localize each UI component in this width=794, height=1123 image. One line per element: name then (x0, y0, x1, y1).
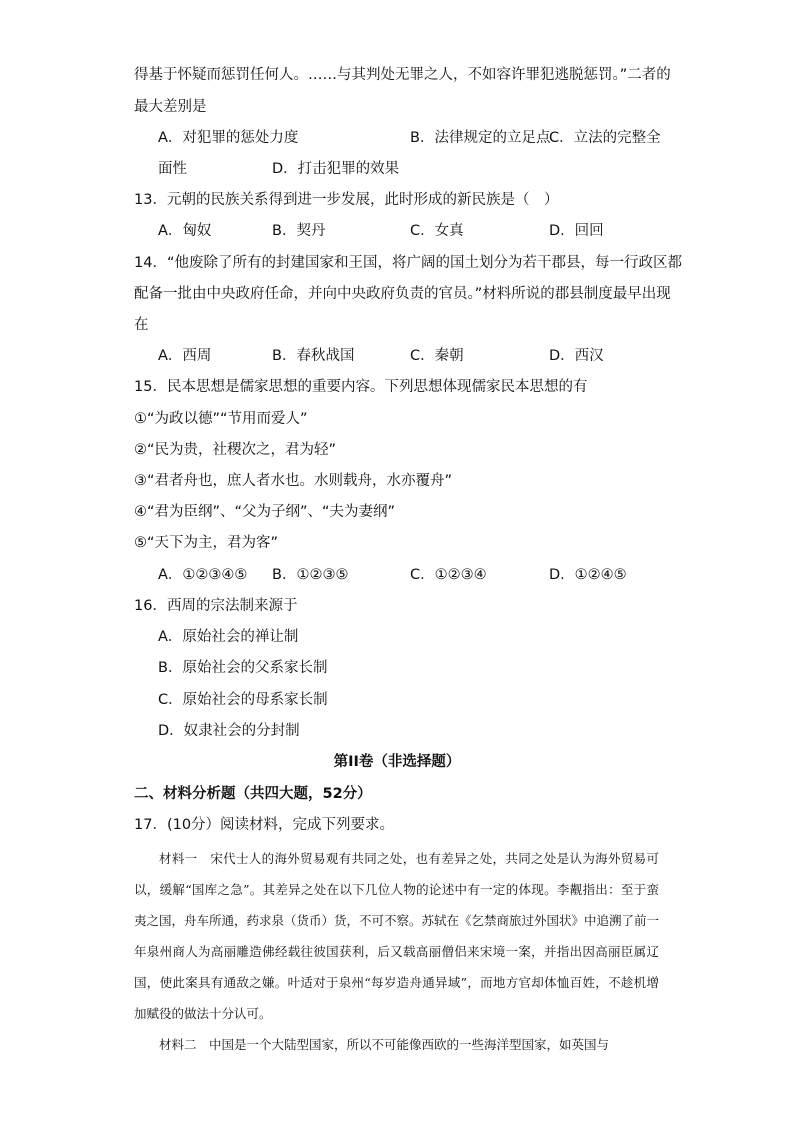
q17-materials (134, 843, 659, 1060)
q14-option-b[interactable]: B．春秋战国 (272, 348, 355, 364)
q12-stem-line-1: 得基于怀疑而惩罚任何人。……与其判处无罪之人，不如容许罪犯逃脱惩罚。”二者的 (134, 67, 671, 83)
q15-statement-3: ③“君者舟也，庶人者水也。水则载舟，水亦覆舟” (134, 473, 453, 489)
q13-option-c[interactable]: C．女真 (410, 223, 464, 239)
q15-statement-1: ①“为政以德”“节用而爱人” (134, 411, 308, 427)
q14-stem-line-1: 14．“他废除了所有的封建国家和王国，将广阔的国土划分为若干郡县，每一行政区都 (134, 255, 682, 271)
q15-statement-5: ⑤“天下为主，君为客” (134, 535, 279, 551)
q17-stem: 17．(10分）阅读材料，完成下列要求。 (134, 817, 395, 833)
q14-stem-line-3: 在 (134, 317, 149, 333)
q15-statement-4: ④“君为臣纲”、“父为子纲”、“夫为妻纲” (134, 504, 396, 520)
q16-option-c[interactable]: C．原始社会的母系家长制 (158, 692, 328, 708)
q13-option-a[interactable]: A．匈奴 (158, 223, 212, 239)
q14-option-d[interactable]: D．西汉 (549, 348, 604, 364)
q15-option-a[interactable]: A．①②③④⑤ (158, 567, 248, 583)
q12-stem-line-2: 最大差别是 (134, 99, 207, 115)
section-title: 第II卷（非选择题） (333, 754, 461, 770)
q13-option-d[interactable]: D．回回 (549, 223, 604, 239)
q15-option-c[interactable]: C．①②③④ (410, 567, 487, 583)
q14-option-c[interactable]: C．秦朝 (410, 348, 464, 364)
q13-option-b[interactable]: B．契丹 (272, 223, 326, 239)
q15-option-d[interactable]: D．①②④⑤ (549, 567, 627, 583)
q16-option-d[interactable]: D．奴隶社会的分封制 (158, 723, 300, 739)
q12-option-d[interactable]: D．打击犯罪的效果 (272, 161, 400, 177)
q14-stem-line-2: 配备一批由中央政府任命，并向中央政府负责的官员。”材料所说的郡县制度最早出现 (134, 286, 671, 302)
q15-statement-2: ②“民为贵，社稷次之，君为轻” (134, 442, 337, 458)
part-heading: 二、材料分析题（共四大题，52分） (134, 786, 372, 802)
q14-option-a[interactable]: A．西周 (158, 348, 212, 364)
q15-option-b[interactable]: B．①②③⑤ (272, 567, 349, 583)
q13-stem: 13．元朝的民族关系得到进一步发展，此时形成的新民族是（ ） (134, 192, 559, 208)
q15-stem: 15．民本思想是儒家思想的重要内容。下列思想体现儒家民本思想的有 (134, 379, 588, 395)
q12-option-c[interactable]: C．立法的完整全 (549, 130, 661, 146)
q12-option-a[interactable]: A．对犯罪的惩处力度 (158, 130, 299, 146)
q16-option-b[interactable]: B．原始社会的父系家长制 (158, 660, 328, 676)
q17-material-1: 材料一 宋代士人的海外贸易观有共同之处，也有差异之处，共同之处是认为海外贸易可以，缓解“国库之急”。其差异之处在以下几位人物的论述中有一定的体现。李觏指出：至于蛮夷之国，舟车所通，药求泉（货币）货，不可不察。苏轼在《乞禁商旅过外国状》中追溯了前一年泉州商人为高丽雕造佛经载往彼国获利，后又载高丽僧侣来宋境一案，并指出因高丽臣属辽国，使此案具有通敌之嫌。叶适对于泉州“每岁造舟通异域”，而地方官却体恤百姓，不趁机增加赋役的做法十分认可。 (134, 851, 660, 1021)
q16-option-a[interactable]: A．原始社会的禅让制 (158, 629, 299, 645)
q16-stem: 16．西周的宗法制来源于 (134, 598, 298, 614)
q12-option-b[interactable]: B．法律规定的立足点 (410, 130, 551, 146)
q17-material-2: 材料二 中国是一个大陆型国家，所以不可能像西欧的一些海洋型国家，如英国与 (159, 1037, 610, 1052)
q12-option-c-continued: 面性 (158, 161, 187, 177)
